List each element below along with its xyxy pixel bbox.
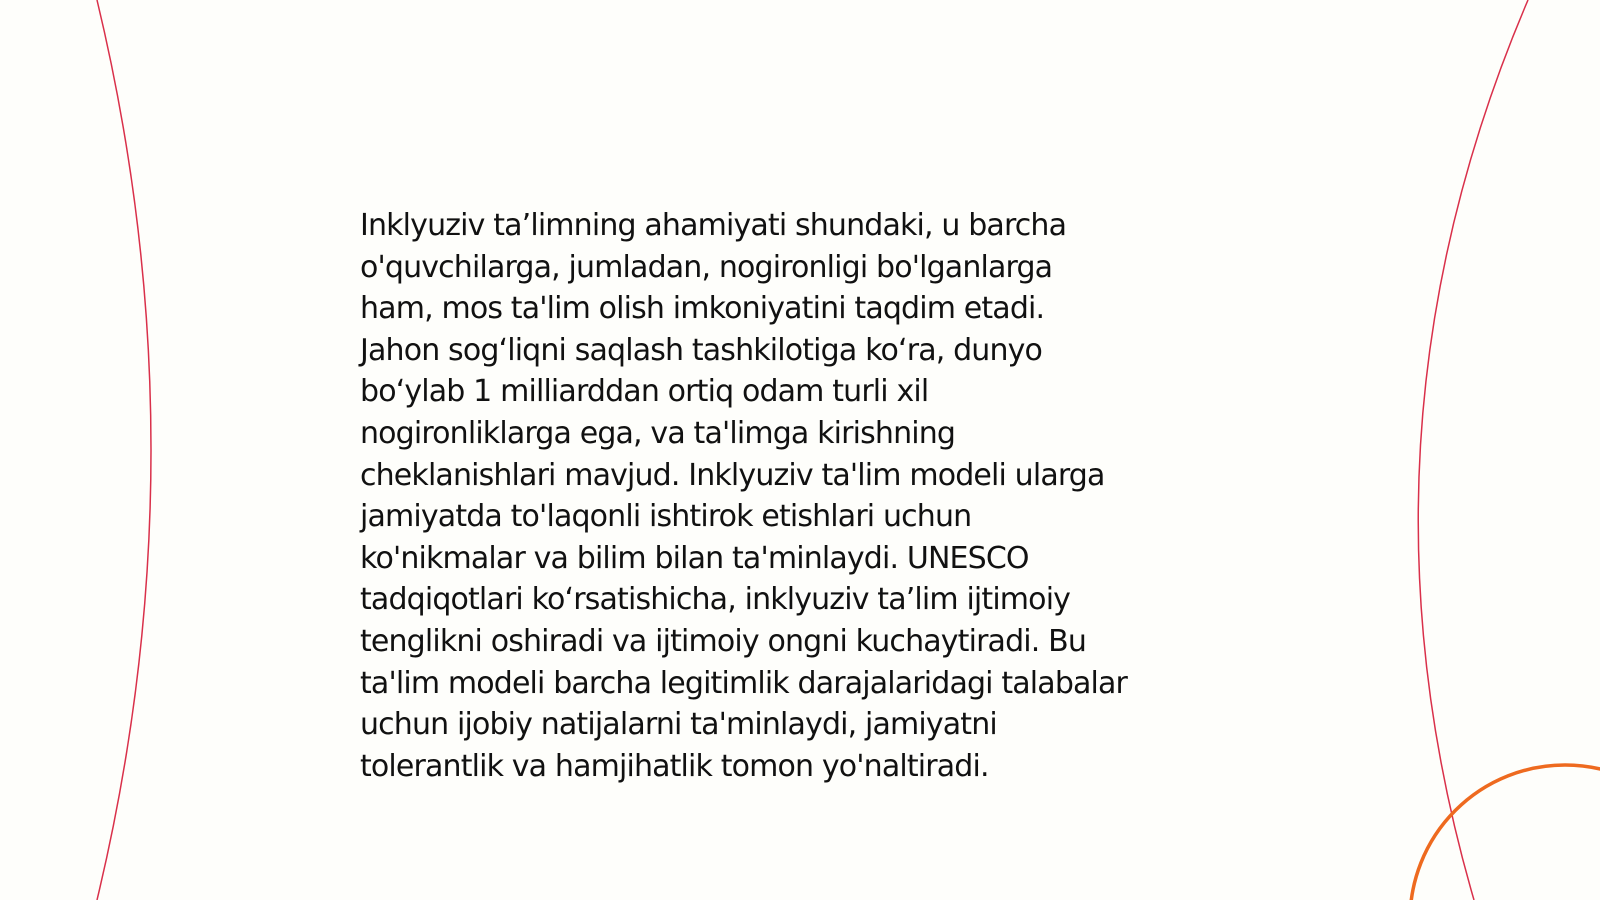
paragraph-line-9: ko'nikmalar va bilim bilan ta'minlaydi. UNESCO: [360, 540, 1029, 576]
paragraph-line-12: ta'lim modeli barcha legitimlik darajalaridagi talabalar: [360, 665, 1128, 701]
body-paragraph: [360, 205, 1260, 787]
paragraph-line-8: jamiyatda to'laqonli ishtirok etishlari uchun: [360, 499, 972, 535]
paragraph-line-4: Jahon sog‘liqni saqlash tashkilotiga ko‘ra, dunyo: [360, 332, 1043, 368]
paragraph-line-11: tenglikni oshiradi va ijtimoiy ongni kuchaytiradi. Bu: [360, 623, 1087, 659]
paragraph-line-14: tolerantlik va hamjihatlik tomon yo'naltiradi.: [360, 748, 989, 784]
paragraph-line-10: tadqiqotlari ko‘rsatishicha, inklyuziv ta’lim ijtimoiy: [360, 582, 1071, 618]
right-arc: [1418, 0, 1528, 900]
paragraph-line-13: uchun ijobiy natijalarni ta'minlaydi, jamiyatni: [360, 707, 997, 743]
paragraph-line-3: ham, mos ta'lim olish imkoniyatini taqdim etadi.: [360, 291, 1045, 327]
paragraph-line-5: bo‘ylab 1 milliarddan ortiq odam turli xil: [360, 374, 929, 410]
paragraph-line-1: Inklyuziv ta’limning ahamiyati shundaki, u barcha: [360, 208, 1067, 243]
paragraph-line-6: nogironliklarga ega, va ta'limga kirishning: [360, 415, 956, 451]
paragraph-line-7: cheklanishlari mavjud. Inklyuziv ta'lim modeli ularga: [360, 457, 1105, 493]
orange-circle-arc: [1410, 765, 1600, 900]
paragraph-line-2: o'quvchilarga, jumladan, nogironligi bo'lganlarga: [360, 249, 1053, 285]
left-arc: [97, 0, 151, 900]
